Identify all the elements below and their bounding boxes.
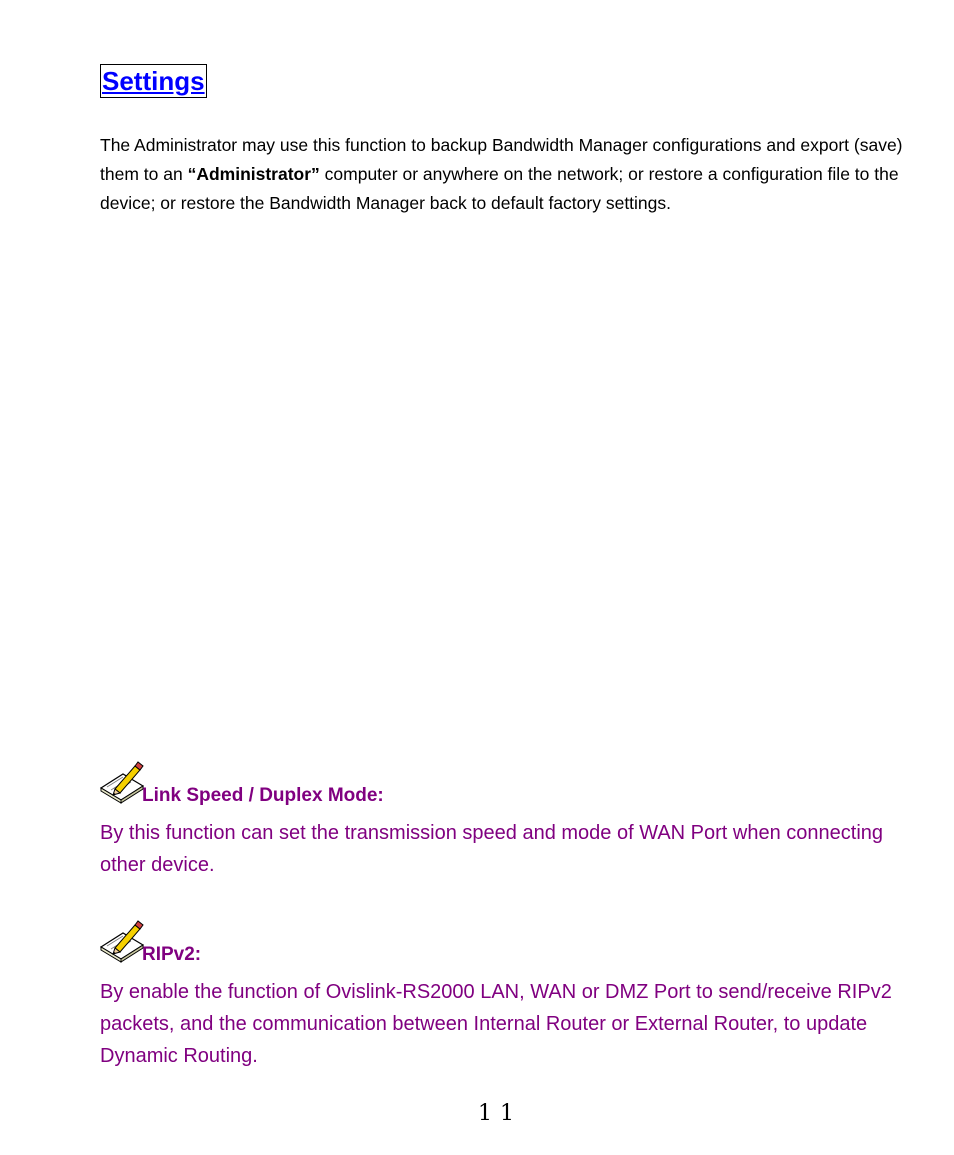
section-heading: Settings <box>102 66 205 96</box>
intro-text-bold: “Administrator” <box>187 164 320 184</box>
note-body-ripv2: By enable the function of Ovislink-RS2000 LAN, WAN or DMZ Port to send/receive RIPv2 packets, and the communication between Internal Router or External Router, to update Dynamic Routing. <box>100 981 892 1067</box>
notepad-pencil-icon <box>99 760 145 804</box>
page-number: 11 <box>478 1101 522 1126</box>
intro-text-start: The Administrator may use this function to backup Bandwidth Manager configurations and export (save) them to an <box>100 135 903 184</box>
notepad-pencil-icon <box>99 919 145 963</box>
note-title-link-speed: Link Speed / Duplex Mode: <box>142 785 384 806</box>
note-body-link-speed: By this function can set the transmission speed and mode of WAN Port when connecting other device. <box>100 822 884 876</box>
intro-paragraph <box>100 131 912 218</box>
intro-text-end: computer or anywhere on the network; or restore a configuration file to the device; or restore the Bandwidth Manager back to default factory settings. <box>100 164 899 213</box>
note-title-ripv2: RIPv2: <box>142 944 202 965</box>
